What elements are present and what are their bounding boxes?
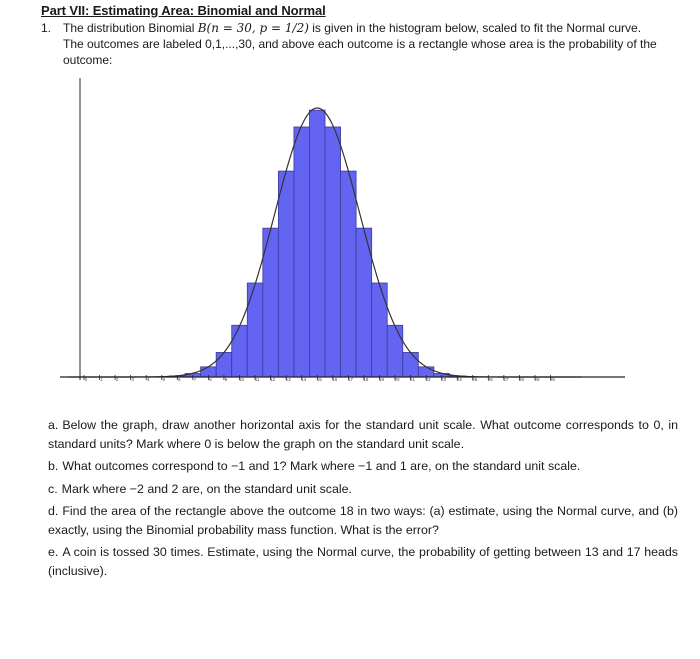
- question-letter: a.: [48, 418, 59, 432]
- histogram-bars: [170, 110, 465, 377]
- x-tick-label-3: 3: [131, 377, 134, 382]
- histogram-bar-13: [278, 171, 294, 377]
- problem-text-a: The distribution Binomial: [63, 21, 198, 35]
- question-text: Mark where −2 and 2 are, on the standard unit scale.: [61, 481, 352, 496]
- x-tick-label-13: 13: [285, 377, 291, 382]
- question-letter: c.: [48, 481, 58, 496]
- question-letter: b.: [48, 459, 59, 473]
- x-tick-label-19: 19: [378, 377, 384, 382]
- problem-text-b: is given in the histogram below, scaled to fit the Normal curve. The outcomes are labeled 0,1,...,30, and above each outcome is a rectangle whose area is the probability of the outcome:: [63, 21, 657, 67]
- question-b: [48, 457, 678, 476]
- x-tick-label-27: 27: [503, 377, 509, 382]
- x-tick-label-24: 24: [456, 377, 462, 382]
- x-tick-label-12: 12: [270, 377, 276, 382]
- problem-number: 1.: [41, 21, 52, 35]
- question-d: [48, 502, 678, 539]
- question-letter: d.: [48, 504, 59, 518]
- histogram-bar-11: [247, 283, 263, 377]
- x-tick-label-29: 29: [534, 377, 540, 382]
- x-tick-label-7: 7: [193, 377, 197, 382]
- x-tick-label-30: 30: [549, 377, 556, 382]
- x-tick-label-25: 25: [472, 377, 478, 382]
- question-text: Find the area of the rectangle above the outcome 18 in two ways: (a) estimate, using the Normal curve, and (b) exactly, using the Binomial probability mass function. What is the error?: [48, 504, 678, 537]
- question-letter: e.: [48, 545, 59, 559]
- x-tick-label-26: 26: [487, 377, 493, 382]
- x-tick-label-17: 17: [347, 377, 353, 382]
- histogram-bar-21: [403, 352, 419, 377]
- x-tick-label-4: 4: [146, 377, 150, 382]
- problem-intro: [41, 20, 661, 68]
- x-tick-label-2: 2: [115, 377, 119, 382]
- x-tick-label-28: 28: [518, 377, 524, 382]
- x-tick-label-6: 6: [178, 377, 181, 382]
- question-c: [48, 480, 678, 499]
- histogram-bar-19: [372, 283, 388, 377]
- x-tick-labels: [85, 377, 556, 382]
- histogram-bar-20: [387, 325, 403, 377]
- part-title: Part VII: Estimating Area: Binomial and Normal: [41, 3, 326, 18]
- x-tick-label-9: 9: [224, 377, 228, 382]
- x-tick-label-0: 0: [84, 377, 88, 382]
- histogram-bar-10: [232, 325, 248, 377]
- question-text: Below the graph, draw another horizontal axis for the standard unit scale. What outcome corresponds to 0, in standard units? Mark where 0 is below the graph on the standard unit scale.: [48, 418, 678, 451]
- x-tick-label-18: 18: [363, 377, 369, 382]
- question-text: What outcomes correspond to −1 and 1? Mark where −1 and 1 are, on the standard unit scale.: [62, 459, 581, 473]
- x-tick-label-10: 10: [238, 377, 245, 382]
- x-tick-label-1: 1: [100, 377, 103, 382]
- question-a: [48, 416, 678, 453]
- x-tick-label-16: 16: [332, 377, 338, 382]
- question-text: A coin is tossed 30 times. Estimate, using the Normal curve, the probability of getting between 13 and 17 heads (inclusive).: [48, 545, 678, 578]
- questions-list: [48, 416, 678, 584]
- question-e: [48, 543, 678, 580]
- histogram-bar-14: [294, 127, 310, 377]
- histogram-bar-9: [216, 352, 232, 377]
- x-tick-label-20: 20: [394, 377, 400, 382]
- histogram-bar-15: [309, 110, 325, 377]
- x-tick-label-11: 11: [254, 377, 260, 382]
- x-tick-label-22: 22: [425, 377, 431, 382]
- histogram-bar-17: [341, 171, 357, 377]
- binomial-histogram-chart: [60, 70, 630, 390]
- binomial-notation: B(n = 30, p = 1/2): [197, 21, 309, 35]
- x-tick-label-23: 23: [441, 377, 447, 382]
- histogram-bar-16: [325, 127, 341, 377]
- x-tick-label-14: 14: [301, 377, 307, 382]
- x-tick-label-21: 21: [410, 377, 416, 382]
- x-tick-label-15: 15: [316, 377, 322, 382]
- x-tick-label-5: 5: [162, 377, 166, 382]
- x-tick-label-8: 8: [209, 377, 212, 382]
- problem-text: [63, 20, 661, 68]
